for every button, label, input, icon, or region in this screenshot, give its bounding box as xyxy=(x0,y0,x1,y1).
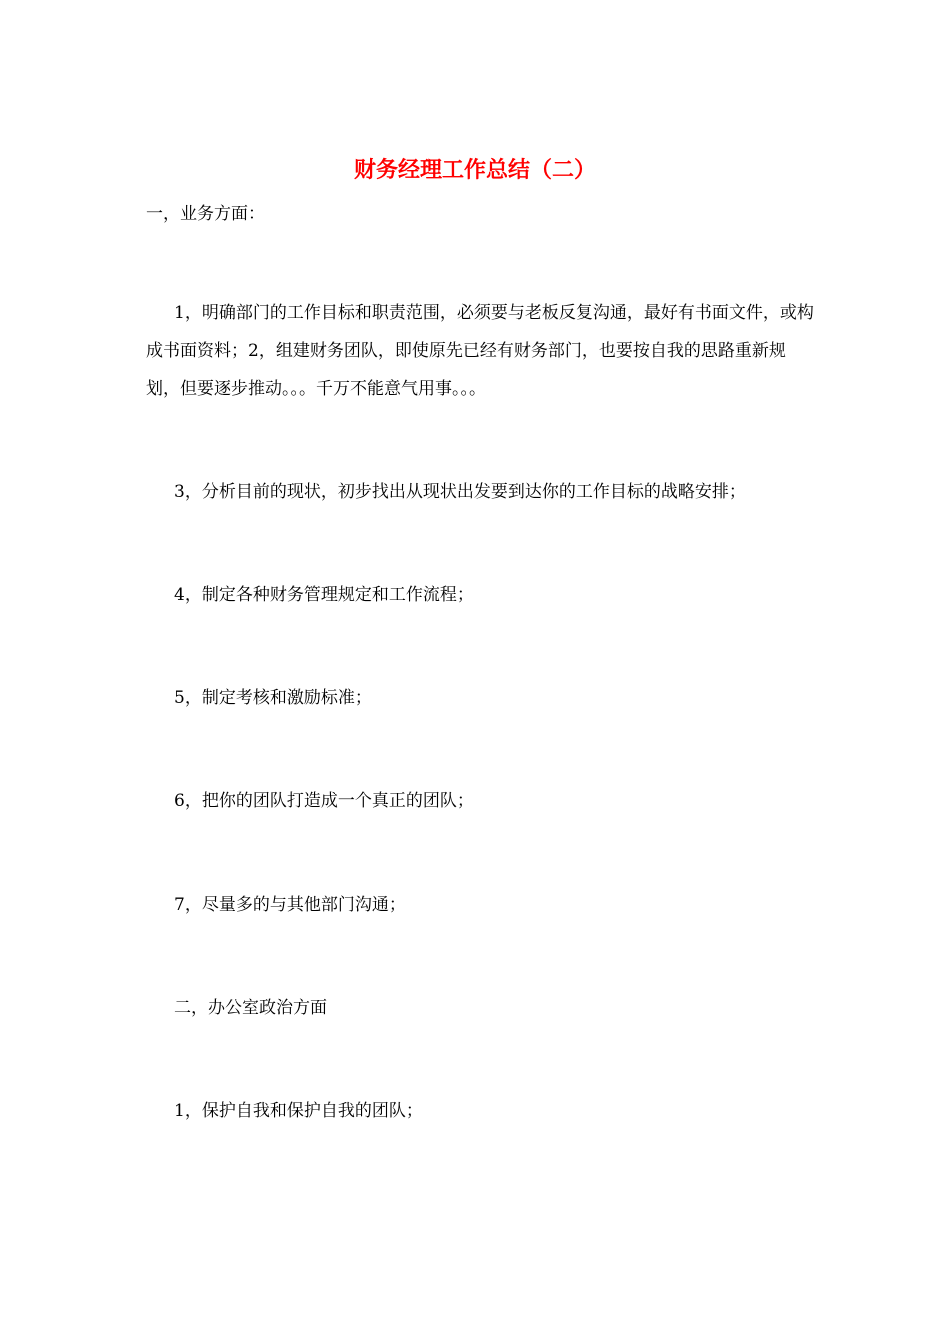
paragraph-office-item-1: 1，保护自我和保护自我的团队； xyxy=(174,1101,423,1121)
paragraph-item-1-2: 1，明确部门的工作目标和职责范围，必须要与老板反复沟通，最好有书面文件，或构成书面资料；2，组建财务团队，即使原先已经有财务部门，也要按自我的思路重新规划，但要逐步推动。。。千万不能意气用事。。。 xyxy=(146,303,814,399)
paragraph-item-5: 5，制定考核和激励标准； xyxy=(174,688,372,708)
paragraph-item-3: 3，分析目前的现状，初步找出从现状出发要到达你的工作目标的战略安排； xyxy=(174,482,746,502)
paragraph-item-4: 4，制定各种财务管理规定和工作流程； xyxy=(174,585,474,605)
section-heading-office-politics: 二，办公室政治方面 xyxy=(174,998,327,1018)
section-heading-business: 一，业务方面： xyxy=(146,204,265,224)
paragraph-item-6: 6，把你的团队打造成一个真正的团队； xyxy=(174,791,474,811)
document-title: 财务经理工作总结（二） xyxy=(353,157,596,183)
paragraph-item-7: 7，尽量多的与其他部门沟通； xyxy=(174,895,406,915)
